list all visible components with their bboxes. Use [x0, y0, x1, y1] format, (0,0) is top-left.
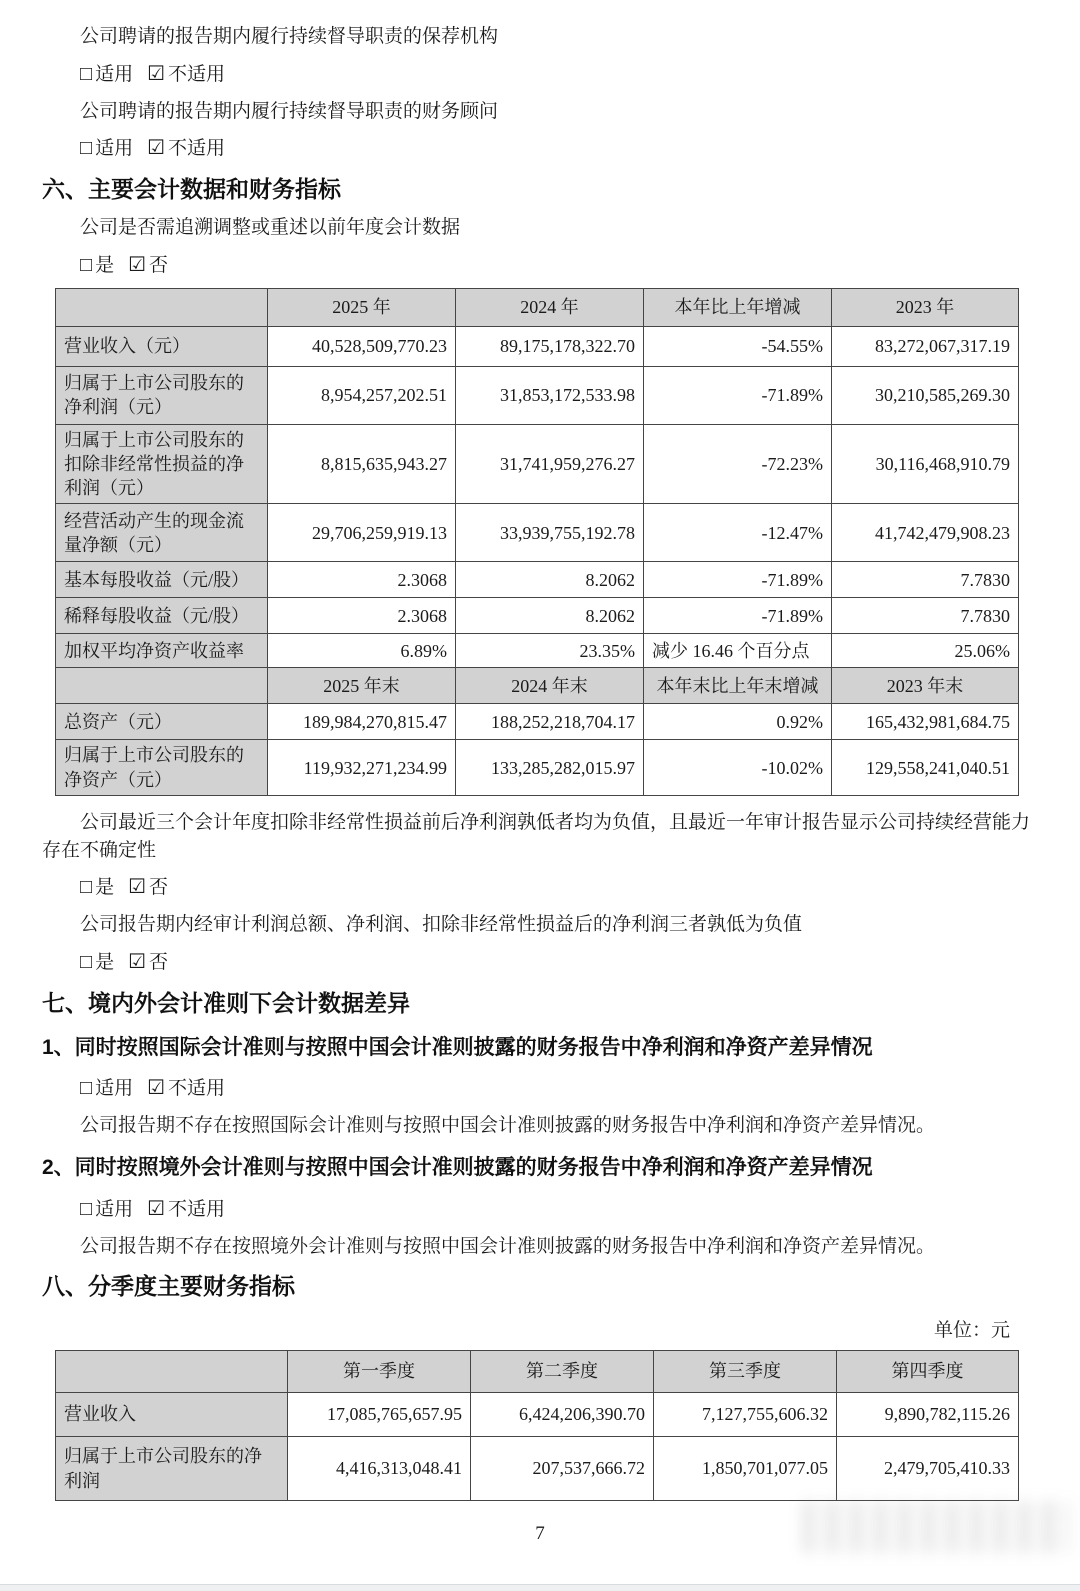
table-cell: -71.89% [644, 366, 832, 424]
column-header-2024: 2024 年 [456, 288, 644, 326]
checkbox-unchecked-icon: □ [80, 137, 93, 160]
checkbox-label-not-apply: 不适用 [168, 63, 226, 85]
table-cell: 33,939,755,192.78 [456, 504, 644, 562]
table-cell: 6.89% [268, 634, 456, 668]
checkbox-checked-icon: ☑ [128, 253, 147, 276]
checkbox-label-no: 否 [149, 254, 169, 276]
table-row-net-assets [56, 740, 1019, 796]
table-header-row-eoy [56, 668, 1019, 704]
table-cell: 31,853,172,533.98 [456, 366, 644, 424]
section7-sub2-title: 2、同时按照境外会计准则与按照中国会计准则披露的财务报告中净利润和净资产差异情况 [42, 1156, 873, 1180]
checkbox-row-overseas [42, 1195, 1038, 1224]
table-cell: 119,932,271,234.99 [268, 740, 456, 796]
table-cell: 0.92% [644, 704, 832, 740]
table-cell: 17,085,765,657.95 [288, 1393, 471, 1437]
table-cell: 41,742,479,908.23 [832, 504, 1019, 562]
column-header-blank [56, 1351, 288, 1393]
column-header-2023-end: 2023 年末 [832, 668, 1019, 704]
checkbox-label-not-apply: 不适用 [168, 1198, 226, 1220]
watermark [802, 1501, 1070, 1553]
checkbox-checked-icon: ☑ [147, 137, 166, 160]
section7-sub2-note: 公司报告期不存在按照境外会计准则与按照中国会计准则披露的财务报告中净利润和净资产差异情况。 [80, 1235, 936, 1257]
key-financials-table [55, 288, 1019, 796]
table-cell: 207,537,666.72 [471, 1437, 654, 1501]
table-cell: 30,210,585,269.30 [832, 366, 1019, 424]
checkbox-row-advisor [42, 134, 1038, 163]
checkbox-row-negative-profit [42, 873, 1038, 902]
checkbox-label-apply: 适用 [95, 138, 134, 160]
row-label: 归属于上市公司股东的净资产（元） [56, 740, 268, 796]
section8-title: 八、分季度主要财务指标 [42, 1273, 295, 1300]
table-cell: 7.7830 [832, 562, 1019, 598]
checkbox-checked-icon: ☑ [147, 62, 166, 85]
column-header-q2: 第二季度 [471, 1351, 654, 1393]
table-cell: 188,252,218,704.17 [456, 704, 644, 740]
checkbox-unchecked-icon: □ [80, 253, 93, 276]
table-cell: 8.2062 [456, 562, 644, 598]
checkbox-label-not-apply: 不适用 [168, 138, 226, 160]
checkbox-label-apply: 适用 [95, 63, 134, 85]
checkbox-unchecked-icon: □ [80, 876, 93, 899]
column-header-2023: 2023 年 [832, 288, 1019, 326]
paragraph-sponsor: 公司聘请的报告期内履行持续督导职责的保荐机构 [80, 26, 499, 47]
checkbox-unchecked-icon: □ [80, 1197, 93, 1220]
checkbox-unchecked-icon: □ [80, 950, 93, 973]
checkbox-checked-icon: ☑ [128, 950, 147, 973]
table-cell: 2,479,705,410.33 [837, 1437, 1019, 1501]
checkbox-label-yes: 是 [95, 254, 115, 276]
column-header-2025: 2025 年 [268, 288, 456, 326]
table-cell: 6,424,206,390.70 [471, 1393, 654, 1437]
section6-title: 六、主要会计数据和财务指标 [42, 176, 341, 203]
checkbox-row-restate [42, 251, 1038, 280]
section7-sub1-title: 1、同时按照国际会计准则与按照中国会计准则披露的财务报告中净利润和净资产差异情况 [42, 1035, 873, 1059]
row-label: 加权平均净资产收益率 [56, 634, 268, 668]
note-negative-profit: 公司最近三个会计年度扣除非经常性损益前后净利润孰低者均为负值，且最近一年审计报告显示公司持续经营能力存在不确定性 [42, 812, 1031, 861]
table-cell: -54.55% [644, 326, 832, 366]
checkbox-label-apply: 适用 [95, 1077, 134, 1099]
table-cell: 89,175,178,322.70 [456, 326, 644, 366]
paragraph-advisor: 公司聘请的报告期内履行持续督导职责的财务顾问 [80, 100, 499, 122]
section7-sub1-note: 公司报告期不存在按照国际会计准则与按照中国会计准则披露的财务报告中净利润和净资产差异情况。 [80, 1114, 936, 1136]
column-header-q1: 第一季度 [288, 1351, 471, 1393]
column-header-2024-end: 2024 年末 [456, 668, 644, 704]
table-cell: 8.2062 [456, 598, 644, 634]
checkbox-label-no: 否 [149, 951, 169, 973]
table-cell: -12.47% [644, 504, 832, 562]
table-row-net-profit-excl [56, 424, 1019, 504]
bottom-edge-strip [0, 1584, 1080, 1591]
row-label: 营业收入（元） [56, 326, 268, 366]
table-cell: 9,890,782,115.26 [837, 1393, 1019, 1437]
checkbox-label-not-apply: 不适用 [168, 1077, 226, 1099]
checkbox-unchecked-icon: □ [80, 62, 93, 85]
table-cell: 30,116,468,910.79 [832, 424, 1019, 504]
column-header-2025-end: 2025 年末 [268, 668, 456, 704]
table-cell: -71.89% [644, 562, 832, 598]
note-audited-profit: 公司报告期内经审计利润总额、净利润、扣除非经常性损益后的净利润三者孰低为负值 [80, 914, 803, 936]
table-cell: 减少 16.46 个百分点 [644, 634, 832, 668]
table-row-operating-cashflow [56, 504, 1019, 562]
checkbox-row-audited-profit [42, 948, 1038, 977]
table-cell: 7,127,755,606.32 [654, 1393, 837, 1437]
quarterly-financials-table [55, 1350, 1019, 1501]
table-cell: 4,416,313,048.41 [288, 1437, 471, 1501]
table-row-basic-eps [56, 562, 1019, 598]
checkbox-label-yes: 是 [95, 951, 115, 973]
section7-title: 七、境内外会计准则下会计数据差异 [42, 989, 410, 1016]
table-cell: -10.02% [644, 740, 832, 796]
table-cell: 133,285,282,015.97 [456, 740, 644, 796]
table-cell: 189,984,270,815.47 [268, 704, 456, 740]
table-cell: 23.35% [456, 634, 644, 668]
row-label: 基本每股收益（元/股） [56, 562, 268, 598]
table-row-revenue [56, 326, 1019, 366]
column-header-blank [56, 288, 268, 326]
table-cell: 25.06% [832, 634, 1019, 668]
column-header-q3: 第三季度 [654, 1351, 837, 1393]
checkbox-checked-icon: ☑ [147, 1197, 166, 1220]
table-header-row-quarters [56, 1351, 1019, 1393]
table-cell: 2.3068 [268, 598, 456, 634]
row-label: 营业收入 [56, 1393, 288, 1437]
table-cell: 8,815,635,943.27 [268, 424, 456, 504]
table-row-diluted-eps [56, 598, 1019, 634]
checkbox-unchecked-icon: □ [80, 1076, 93, 1099]
page-number: 7 [535, 1523, 545, 1545]
table-header-row-annual [56, 288, 1019, 326]
table-row-total-assets [56, 704, 1019, 740]
unit-label: 单位：元 [933, 1320, 1010, 1342]
table-cell: -72.23% [644, 424, 832, 504]
row-label: 归属于上市公司股东的净利润（元） [56, 366, 268, 424]
row-label: 经营活动产生的现金流量净额（元） [56, 504, 268, 562]
table-cell: 129,558,241,040.51 [832, 740, 1019, 796]
column-header-blank [56, 668, 268, 704]
checkbox-row-sponsor [42, 60, 1038, 89]
checkbox-row-ifrs [42, 1074, 1038, 1103]
table-row-quarterly-net-profit [56, 1437, 1019, 1501]
table-cell: 83,272,067,317.19 [832, 326, 1019, 366]
column-header-eoy-change: 本年末比上年末增减 [644, 668, 832, 704]
row-label: 归属于上市公司股东的扣除非经常性损益的净利润（元） [56, 424, 268, 504]
checkbox-label-apply: 适用 [95, 1198, 134, 1220]
checkbox-checked-icon: ☑ [147, 1076, 166, 1099]
row-label: 总资产（元） [56, 704, 268, 740]
checkbox-label-no: 否 [149, 877, 169, 899]
column-header-q4: 第四季度 [837, 1351, 1019, 1393]
table-cell: 7.7830 [832, 598, 1019, 634]
table-cell: 2.3068 [268, 562, 456, 598]
table-cell: -71.89% [644, 598, 832, 634]
row-label: 稀释每股收益（元/股） [56, 598, 268, 634]
table-cell: 1,850,701,077.05 [654, 1437, 837, 1501]
restate-question: 公司是否需追溯调整或重述以前年度会计数据 [80, 216, 461, 238]
table-cell: 8,954,257,202.51 [268, 366, 456, 424]
table-row-net-profit [56, 366, 1019, 424]
table-cell: 29,706,259,919.13 [268, 504, 456, 562]
checkbox-label-yes: 是 [95, 877, 115, 899]
table-cell: 165,432,981,684.75 [832, 704, 1019, 740]
table-row-roe [56, 634, 1019, 668]
checkbox-checked-icon: ☑ [128, 876, 147, 899]
column-header-yoy: 本年比上年增减 [644, 288, 832, 326]
table-cell: 40,528,509,770.23 [268, 326, 456, 366]
table-row-quarterly-revenue [56, 1393, 1019, 1437]
row-label: 归属于上市公司股东的净利润 [56, 1437, 288, 1501]
table-cell: 31,741,959,276.27 [456, 424, 644, 504]
